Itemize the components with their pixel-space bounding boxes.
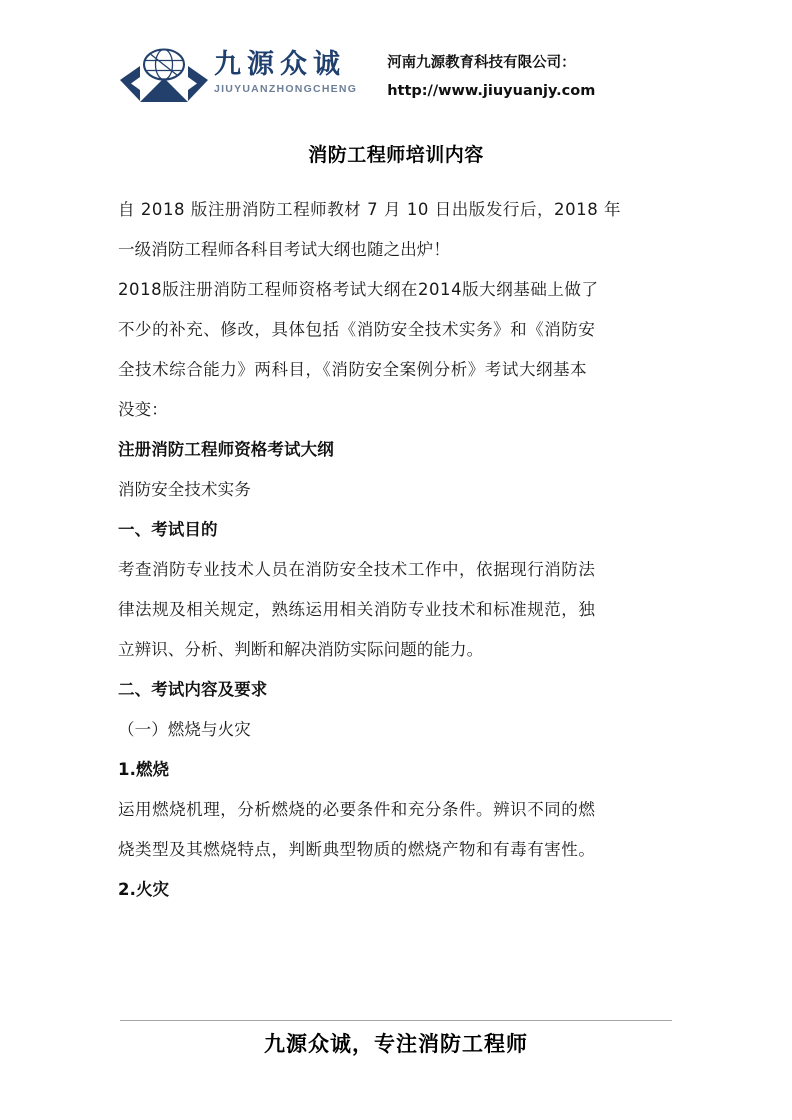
brand-name-pinyin: JIUYUANZHONGCHENG: [214, 82, 358, 95]
body-text-line: 全技术综合能力》两科目，《消防安全案例分析》考试大纲基本: [118, 360, 588, 379]
body-text-line: 考查消防专业技术人员在消防安全技术工作中，依据现行消防法: [118, 560, 596, 579]
body-text-line: 消防安全技术实务: [118, 480, 251, 499]
body-text-line: 运用燃烧机理，分析燃烧的必要条件和充分条件。辨识不同的燃: [118, 800, 596, 819]
company-url[interactable]: http://www.jiuyuanjy.com: [387, 83, 596, 100]
body-text-line: （一）燃烧与火灾: [118, 720, 251, 739]
body-heading-line: 1.燃烧: [118, 760, 170, 779]
body-heading-line: 一、考试目的: [118, 520, 218, 539]
body-text-line: 不少的补充、修改，具体包括《消防安全技术实务》和《消防安: [118, 320, 596, 339]
page-header: [118, 44, 678, 124]
footer-divider: [120, 1020, 672, 1021]
body-text-line: 没变：: [118, 400, 168, 419]
body-text-line: 一级消防工程师各科目考试大纲也随之出炉！: [118, 240, 450, 259]
brand-wordmark: [214, 51, 357, 96]
document-body: [118, 190, 674, 910]
brand-name-cn: 九源众诚: [214, 49, 346, 81]
jiuyuan-globe-chevron-emblem: [118, 44, 210, 104]
body-text-line: 律法规及相关规定，熟练运用相关消防专业技术和标准规范，独: [118, 600, 596, 619]
body-heading-line: 2.火灾: [118, 880, 170, 899]
body-text-line: 立辨识、分析、判断和解决消防实际问题的能力。: [118, 640, 484, 659]
brand-logo: [118, 44, 357, 104]
body-text-line: 自 2018 版注册消防工程师教材 7 月 10 日出版发行后，2018 年: [118, 200, 622, 219]
company-info: [387, 44, 595, 106]
body-text-line: 2018版注册消防工程师资格考试大纲在2014版大纲基础上做了: [118, 280, 599, 299]
footer-slogan: 九源众诚，专注消防工程师: [264, 1031, 528, 1056]
body-heading-line: 二、考试内容及要求: [118, 680, 268, 699]
body-heading-line: 注册消防工程师资格考试大纲: [118, 440, 334, 459]
company-name: 河南九源教育科技有限公司：: [387, 55, 576, 71]
page-title: 消防工程师培训内容: [308, 144, 484, 166]
body-text-line: 烧类型及其燃烧特点，判断典型物质的燃烧产物和有毒有害性。: [118, 840, 596, 859]
